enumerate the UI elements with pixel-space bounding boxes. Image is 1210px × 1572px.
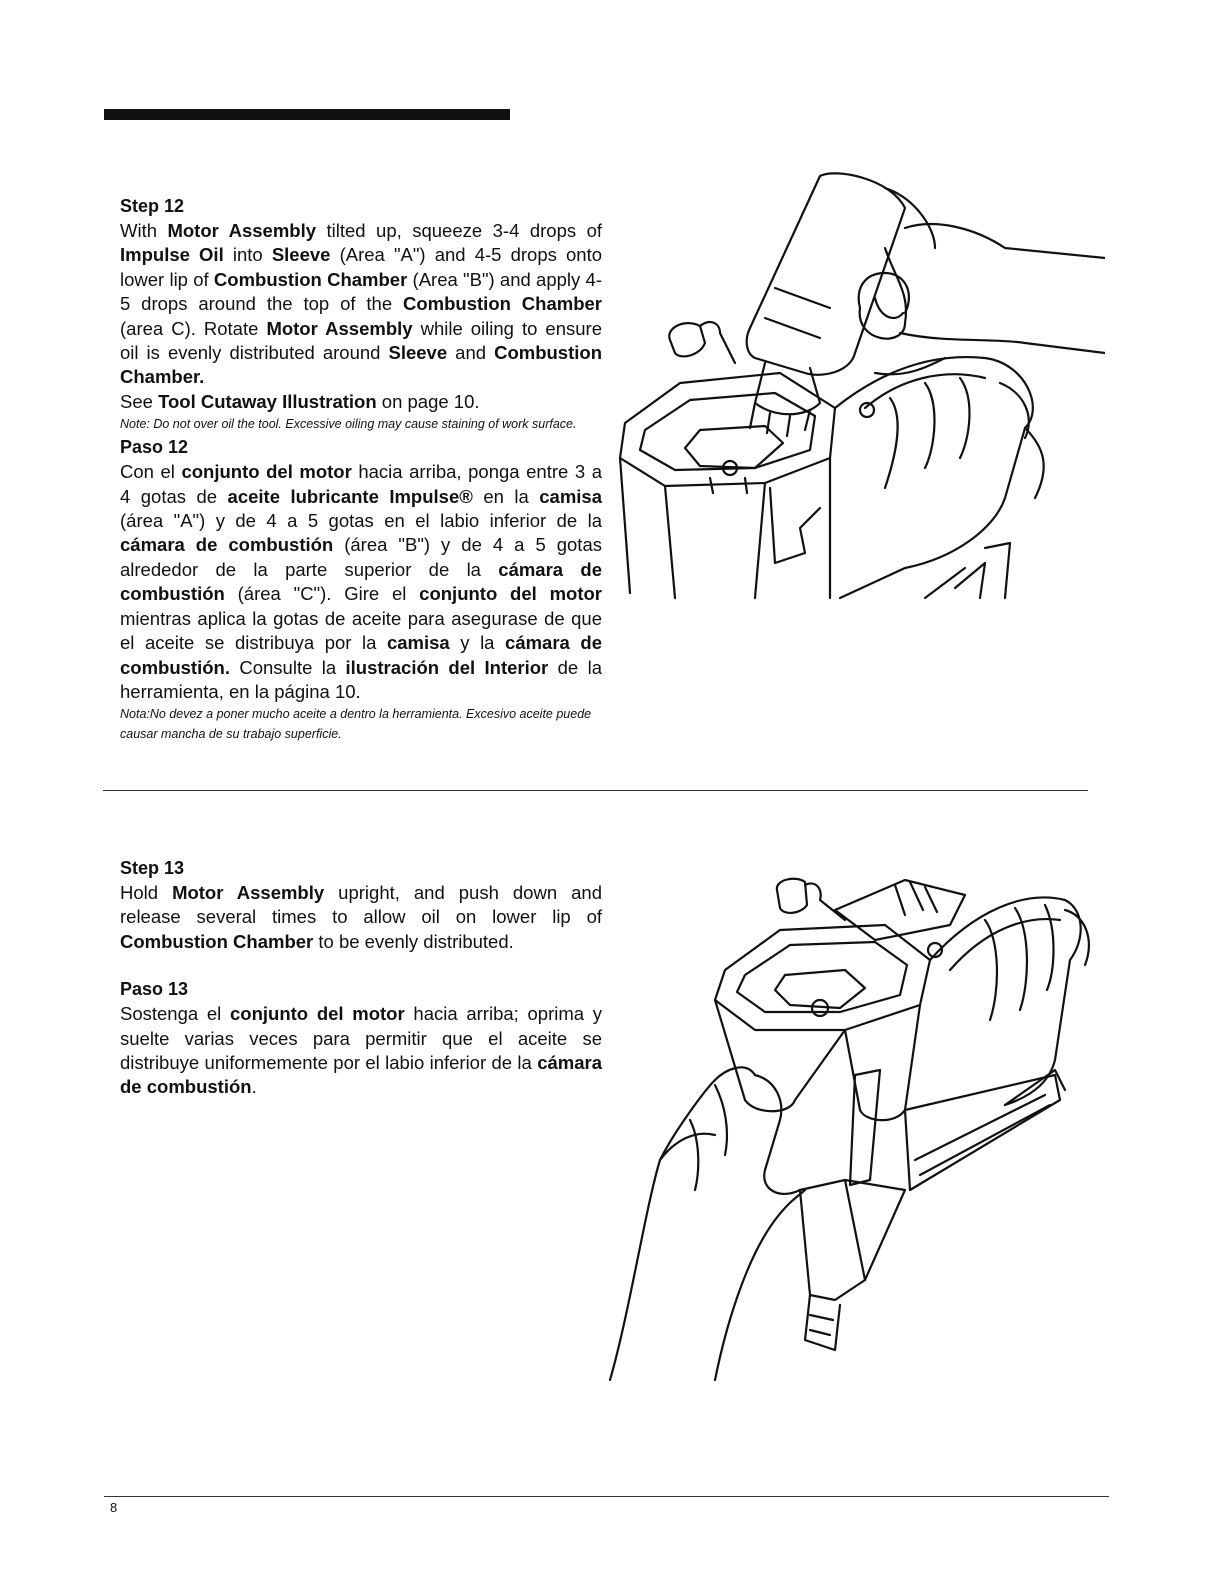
text-run: y la	[449, 632, 506, 654]
bold-term: Combustion Chamber	[120, 930, 314, 952]
header-rule	[104, 109, 510, 120]
paso-13-title: Paso 13	[120, 979, 189, 1000]
text-run: Sostenga el	[120, 1003, 231, 1025]
bold-term: Motor Assembly	[266, 317, 413, 339]
text-run: to be evenly distributed.	[313, 930, 514, 952]
bold-term: cámara de combustión	[120, 1052, 602, 1098]
text-run: and	[447, 342, 495, 364]
text-run: Con el	[120, 461, 182, 483]
bold-term: Combustion Chamber	[213, 268, 408, 290]
text-run: (area C). Rotate	[120, 317, 267, 339]
page-number: 8	[110, 1500, 118, 1515]
step-13-body	[120, 881, 602, 954]
bold-term: ilustración del Interior	[345, 656, 549, 678]
bold-term: cámara de combustión.	[120, 632, 602, 678]
text-run: upright, and push down and release several times to allow oil on lower lip of	[120, 882, 602, 928]
text-run: (Area "A") and 4-5 drops onto lower lip of	[120, 244, 603, 290]
bold-term: conjunto del motor	[230, 1003, 405, 1025]
text-run: en la	[472, 485, 540, 507]
bold-term: Motor Assembly	[167, 220, 317, 241]
bold-term: Motor Assembly	[172, 882, 325, 903]
text-run: while oiling to ensure oil is evenly distributed around	[120, 317, 603, 364]
paso-12-body	[120, 460, 602, 704]
text-run: (área "A") y de 4 a 5 gotas en el labio inferior de la	[120, 510, 602, 532]
text-run: (área "C"). Gire el	[224, 583, 420, 605]
text-run: (Area "B") and apply 4-5 drops around the top of the	[120, 268, 602, 315]
text-run: Hold	[120, 882, 173, 903]
step-12-section	[120, 193, 602, 744]
bold-term: camisa	[386, 632, 450, 654]
text-run: tilted up, squeeze 3-4 drops of	[316, 220, 602, 241]
text-run: into	[223, 244, 272, 266]
paso-12-title: Paso 12	[120, 437, 189, 458]
bold-term: conjunto del motor	[181, 461, 352, 483]
text-run: .	[251, 1076, 257, 1098]
text-run: With	[120, 220, 168, 241]
bold-term: Sleeve	[388, 342, 448, 364]
paso-12-note: Nota:No devez a poner mucho aceite a dentro la herramienta. Excesivo aceite puede causar mancha de su trabajo superficie.	[120, 707, 592, 742]
step-12-body	[120, 219, 602, 390]
bold-term: Impulse Oil	[120, 244, 224, 266]
oiling-illustration	[605, 168, 1105, 603]
bold-term: Combustion Chamber.	[120, 342, 602, 388]
step-13-title: Step 13	[120, 858, 185, 878]
bold-term: cámara de combustión	[120, 534, 334, 556]
bold-term: aceite lubricante Impulse®	[227, 485, 473, 507]
text-run: hacia arriba, ponga entre 3 a 4 gotas de	[120, 461, 602, 507]
bold-term: camisa	[539, 485, 602, 507]
motor-upright-illustration	[605, 860, 1105, 1385]
step-12-title: Step 12	[120, 196, 185, 216]
bold-term: Combustion Chamber	[403, 293, 602, 315]
step-12-note: Note: Do not over oil the tool. Excessive oiling may cause staining of work surface.	[120, 417, 577, 432]
paso-13-body	[120, 1002, 602, 1100]
text-run: hacia arriba; oprima y suelte varias veces para permitir que el aceite se distribuye uniformemente por el labio inferior de la	[120, 1003, 603, 1074]
text-run: on page 10.	[376, 390, 480, 412]
step-12-see-reference	[120, 390, 602, 414]
text-run: See	[120, 390, 159, 412]
bold-term: Sleeve	[271, 244, 331, 266]
bold-term: conjunto del motor	[419, 583, 603, 605]
text-run: Consulte la	[229, 656, 346, 678]
text-run: de la herramienta, en la página 10.	[120, 656, 602, 702]
section-divider	[103, 790, 1088, 791]
text-run: mientras aplica la gotas de aceite para asegurase de que el aceite se distribuya por la	[120, 607, 602, 654]
footer-rule	[104, 1496, 1109, 1497]
bold-term: cámara de combustión	[120, 558, 602, 605]
text-run: (área "B") y de 4 a 5 gotas alrededor de la parte superior de la	[120, 534, 602, 580]
bold-term: Tool Cutaway Illustration	[158, 390, 377, 412]
step-13-section	[120, 855, 602, 1100]
